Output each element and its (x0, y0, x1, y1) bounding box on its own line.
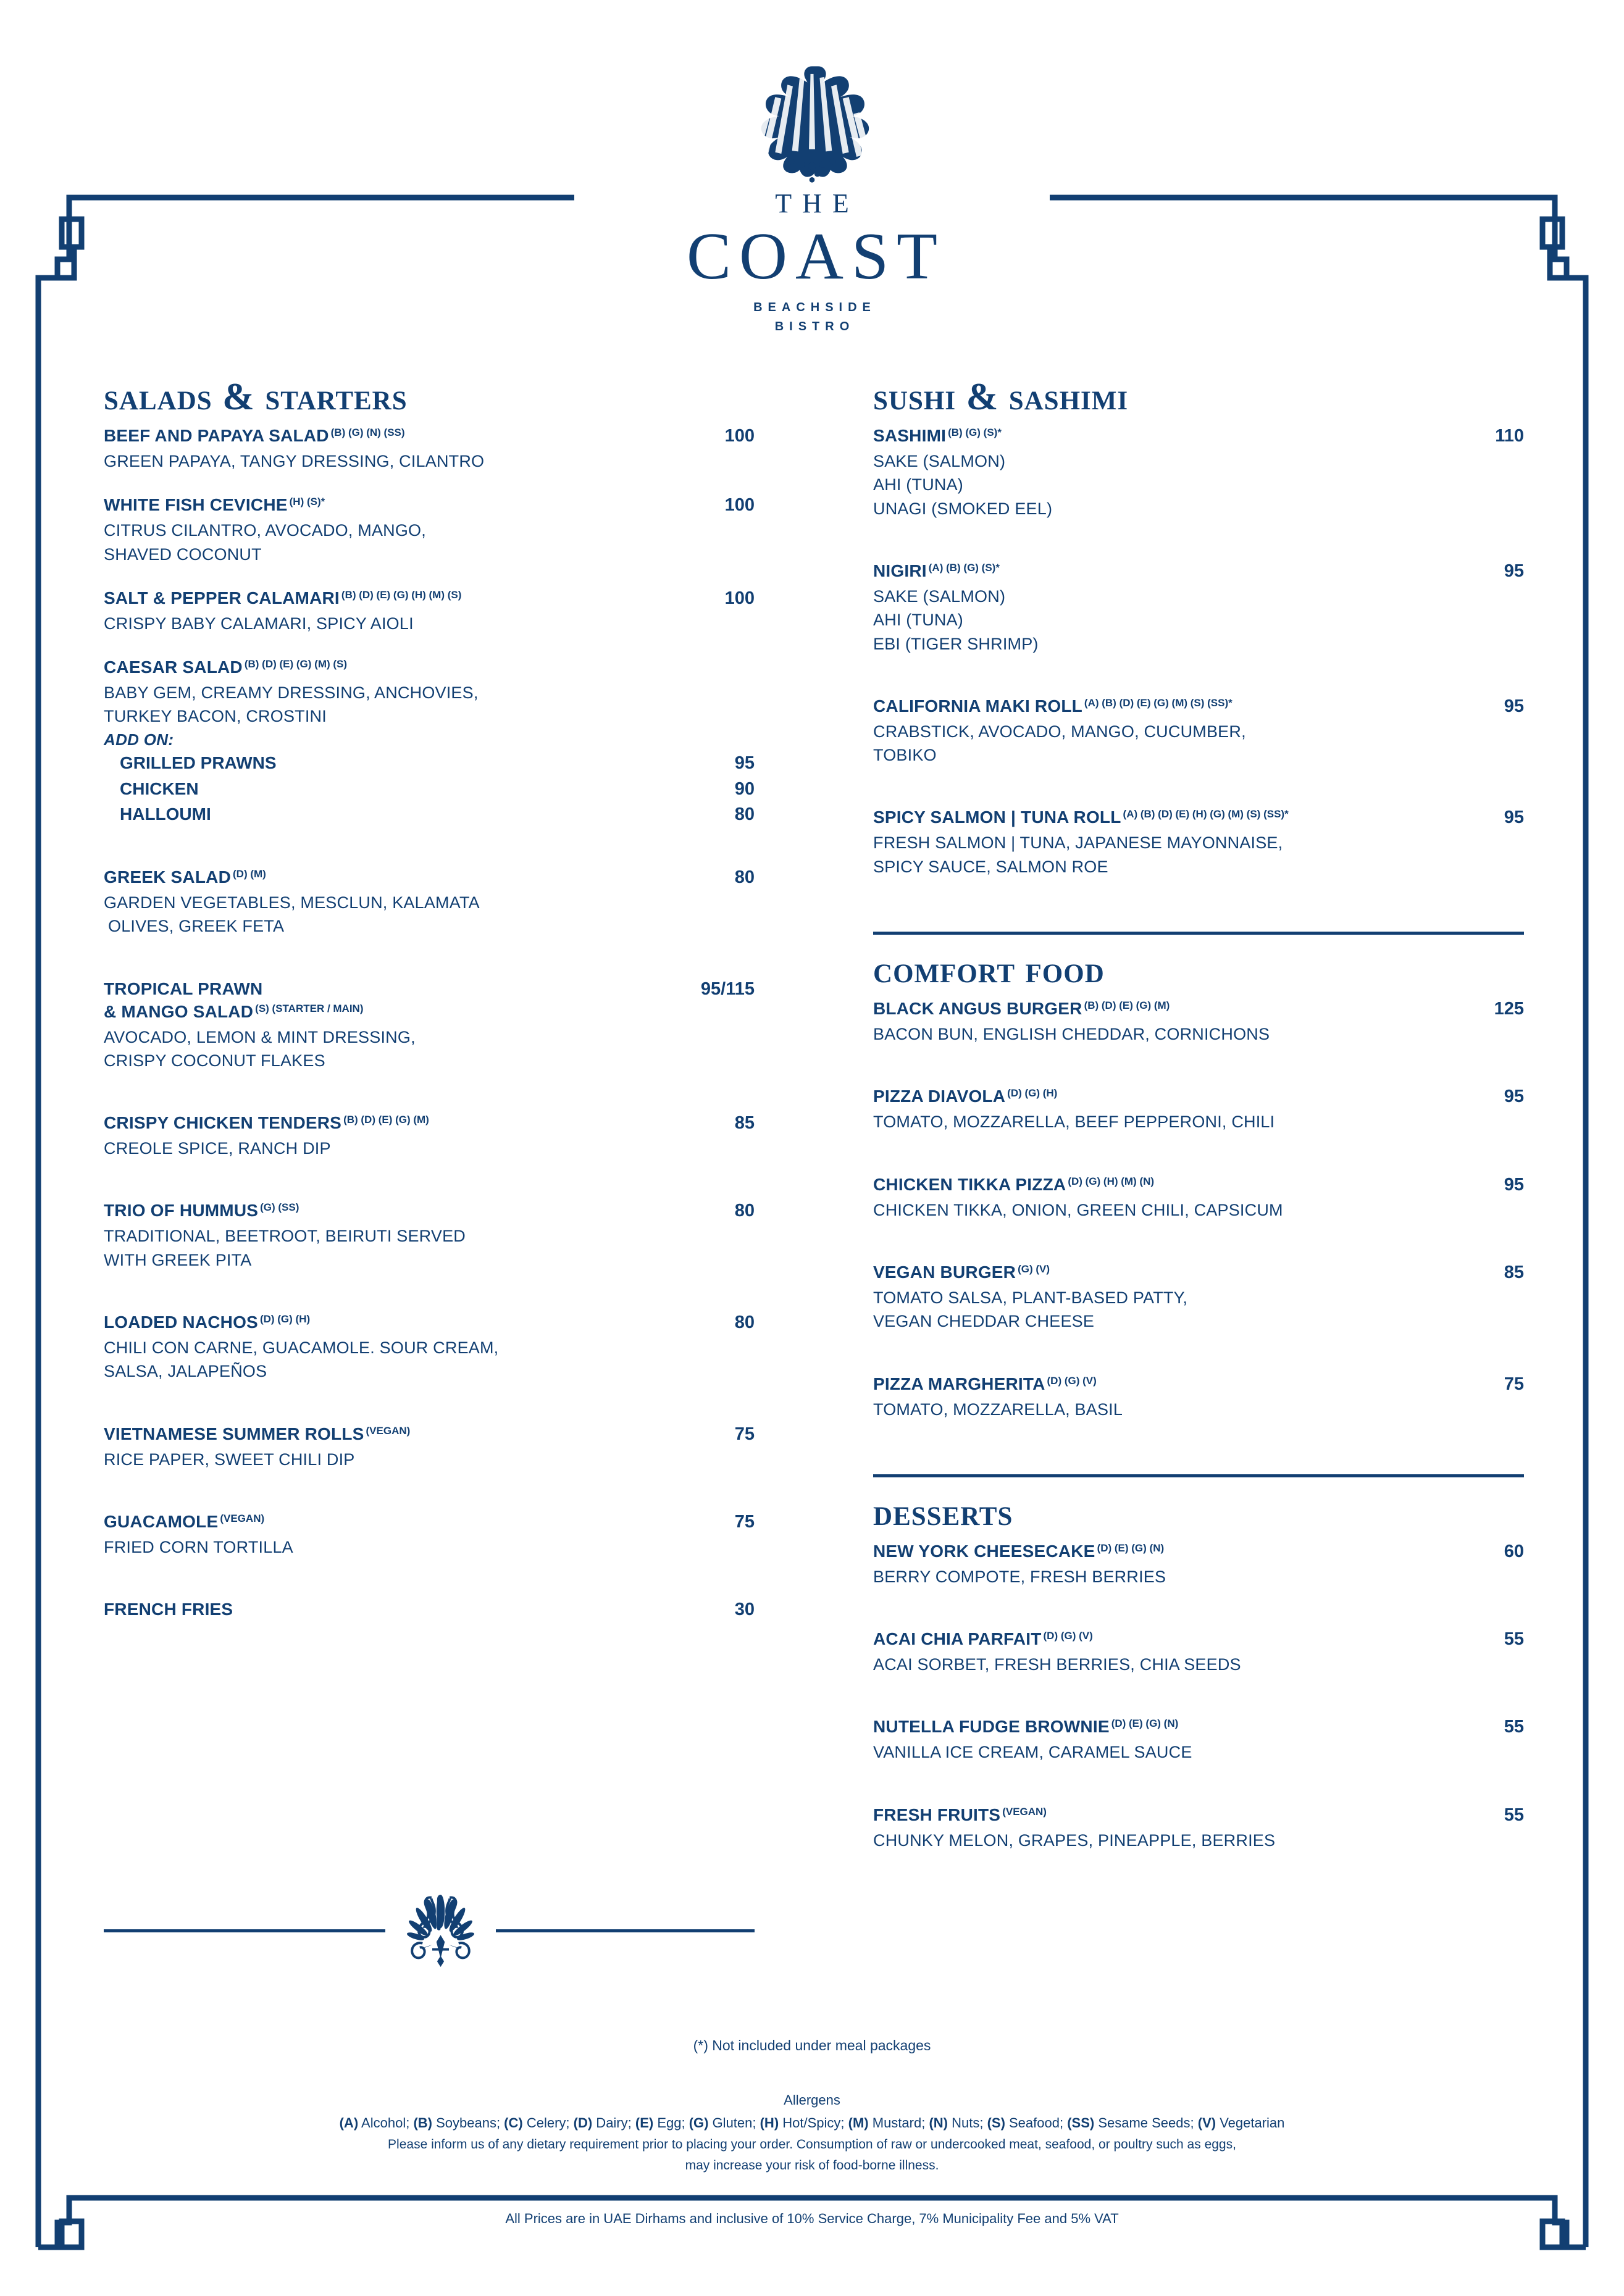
brand-logo (0, 59, 1624, 334)
section-title-comfort-food: comfort food (873, 949, 1105, 991)
menu-item-price: 55 (1504, 1805, 1524, 1825)
allergen-codes: (D) (E) (G) (N) (1111, 1718, 1179, 1730)
scallop-shell-icon (735, 59, 889, 185)
allergen-code: (V) (1197, 2115, 1216, 2131)
add-on-name: CHICKEN (120, 779, 199, 798)
footer-notes (0, 2037, 1624, 2227)
spacer (873, 1355, 1524, 1373)
section-title-desserts: desserts (873, 1491, 1013, 1534)
star-marker: * (1284, 808, 1289, 820)
menu-item-price: 55 (1504, 1629, 1524, 1650)
menu-item-price: 95 (1504, 808, 1524, 828)
allergen-codes: (A) (B) (G) (S) (928, 561, 996, 574)
allergen-code: (C) (504, 2115, 523, 2131)
allergen-codes: (VEGAN) (1002, 1805, 1047, 1818)
disclaimer-line-2: may increase your risk of food-borne illness. (685, 2158, 939, 2173)
menu-item-description: FRESH SALMON | TUNA, JAPANESE MAYONNAISE, SPICY SAUCE, SALMON ROE (873, 833, 1283, 876)
menu-item-price: 125 (1494, 999, 1524, 1019)
menu-item-description: BACON BUN, ENGLISH CHEDDAR, CORNICHONS (873, 1025, 1270, 1044)
section-title-salads-starters: salads & starters (104, 376, 408, 418)
menu-item-price: 95 (1504, 1174, 1524, 1195)
menu-item[interactable] (873, 695, 1524, 767)
menu-item-name: FRENCH FRIES (104, 1600, 233, 1619)
star-marker: * (320, 496, 325, 508)
logo-subtitle-beachside: BEACHSIDE (753, 301, 876, 315)
menu-item-name: SALT & PEPPER CALAMARI $^{(B) (D) (E) (G) (H) (M) (S)}$ (104, 588, 462, 607)
menu-item-name: SASHIMI $^{(B) (G) (S)*}$ (873, 426, 1002, 445)
menu-item[interactable] (104, 1311, 755, 1384)
spacer (873, 1155, 1524, 1174)
allergen-code: (E) (635, 2115, 654, 2131)
allergen-code: (SS) (1067, 2115, 1095, 2131)
menu-item-name: SPICY SALMON | TUNA ROLL $^{(A) (B) (D) (E) (H) (G) (M) (S) (SS)*}$ (873, 808, 1289, 827)
menu-item[interactable] (873, 1174, 1524, 1222)
menu-item-name-line2: & MANGO SALAD $^{(S) (STARTER / MAIN)}$ (104, 1001, 364, 1021)
allergen-label: Mustard; (868, 2115, 929, 2131)
menu-item-description: CRABSTICK, AVOCADO, MANGO, CUCUMBER, TOBIKO (873, 722, 1246, 765)
menu-item-name: CALIFORNIA MAKI ROLL $^{(A) (B) (D) (E) (G) (M) (S) (SS)*}$ (873, 696, 1233, 716)
section-salads-starters (104, 378, 755, 1621)
palmette-ornament-icon (399, 1889, 482, 1972)
allergen-label: Nuts; (947, 2115, 987, 2131)
add-on-row[interactable] (104, 751, 755, 775)
menu-item-description: VANILLA ICE CREAM, CARAMEL SAUCE (873, 1743, 1192, 1762)
allergen-label: Alcohol; (358, 2115, 414, 2131)
menu-item-price: 80 (734, 1201, 755, 1221)
logo-subtitle-bistro: BISTRO (774, 320, 855, 334)
section-desserts (873, 1474, 1524, 1852)
menu-item-name: BLACK ANGUS BURGER $^{(B) (D) (E) (G) (M)}$ (873, 999, 1170, 1019)
menu-item-price: 100 (724, 588, 755, 608)
spacer (104, 1580, 755, 1598)
allergen-label: Dairy; (592, 2115, 635, 2131)
allergen-code: (S) (987, 2115, 1005, 2131)
add-on-name: GRILLED PRAWNS (120, 753, 277, 772)
spacer (104, 1181, 755, 1200)
logo-name-text: COAST (686, 220, 946, 294)
menu-item-name: PIZZA DIAVOLA $^{(D) (G) (H)}$ (873, 1087, 1058, 1106)
allergen-label: Sesame Seeds; (1094, 2115, 1198, 2131)
menu-item-price: 95 (1504, 1087, 1524, 1107)
allergen-code: (G) (689, 2115, 709, 2131)
logo-the-text: THE (775, 188, 860, 219)
allergen-code: (D) (573, 2115, 593, 2131)
menu-item-price: 100 (724, 495, 755, 516)
allergen-label: Egg; (653, 2115, 689, 2131)
allergen-code: (B) (413, 2115, 432, 2131)
allergen-label: Gluten; (708, 2115, 760, 2131)
menu-item-price: 95 (1504, 696, 1524, 716)
menu-item[interactable] (873, 1540, 1524, 1588)
menu-item-description: TOMATO, MOZZARELLA, BEEF PEPPERONI, CHILI (873, 1113, 1275, 1132)
spacer (104, 1293, 755, 1311)
menu-item-price: 80 (734, 1313, 755, 1333)
allergen-code: (H) (760, 2115, 779, 2131)
menu-item-description: CRISPY BABY CALAMARI, SPICY AIOLI (104, 614, 414, 633)
add-on-row[interactable] (104, 802, 755, 827)
add-on-name: HALLOUMI (120, 804, 211, 824)
menu-item-name: TRIO OF HUMMUS $^{(G) (SS)}$ (104, 1201, 299, 1221)
menu-item-description: GREEN PAPAYA, TANGY DRESSING, CILANTRO (104, 451, 485, 470)
section-title-sushi-sashimi: sushi & sashimi (873, 376, 1129, 418)
menu-item[interactable] (104, 494, 755, 566)
allergens-heading: Allergens (784, 2092, 840, 2108)
allergen-label: Seafood; (1005, 2115, 1068, 2131)
spacer (873, 1243, 1524, 1261)
menu-item-description: RICE PAPER, SWEET CHILI DIP (104, 1450, 355, 1469)
allergen-codes: (D) (G) (H) (1007, 1087, 1058, 1100)
allergen-code: (N) (929, 2115, 948, 2131)
menu-item-name: VEGAN BURGER $^{(G) (V)}$ (873, 1262, 1050, 1282)
add-on-price: 80 (734, 804, 755, 825)
menu-item-name: TROPICAL PRAWN (104, 979, 263, 998)
menu-item[interactable] (873, 1373, 1524, 1421)
menu-item-price: 60 (1504, 1541, 1524, 1561)
spacer (104, 959, 755, 978)
allergen-codes: (A) (B) (D) (E) (G) (M) (S) (SS) (1084, 696, 1229, 709)
menu-item[interactable] (873, 1804, 1524, 1852)
allergen-codes: (D) (G) (H) (M) (N) (1068, 1175, 1155, 1187)
allergen-label: Vegetarian (1216, 2115, 1285, 2131)
menu-item[interactable] (873, 1261, 1524, 1334)
menu-item-name: GUACAMOLE $^{(VEGAN)}$ (104, 1511, 265, 1531)
spacer (873, 677, 1524, 695)
allergen-codes: (D) (G) (V) (1047, 1374, 1097, 1387)
menu-item-name: ACAI CHIA PARFAIT $^{(D) (G) (V)}$ (873, 1629, 1093, 1649)
disclaimer-line-1: Please inform us of any dietary requirement prior to placing your order. Consumption of raw or undercooked meat, seafood, or poultry such as eggs, (388, 2137, 1236, 2152)
menu-item-name: CRISPY CHICKEN TENDERS $^{(B) (D) (E) (G) (M)}$ (104, 1113, 429, 1133)
menu-item-price: 95/115 (700, 979, 755, 999)
menu-item[interactable] (104, 1200, 755, 1272)
star-marker: * (1228, 696, 1233, 709)
menu-column-left (104, 378, 755, 1873)
menu-item-name: LOADED NACHOS $^{(D) (G) (H)}$ (104, 1313, 311, 1332)
allergen-codes: (D) (G) (V) (1043, 1630, 1093, 1642)
menu-item-description: GARDEN VEGETABLES, MESCLUN, KALAMATA OLIVES, GREEK FETA (104, 893, 480, 936)
star-marker: * (995, 561, 1000, 574)
spacer (104, 848, 755, 866)
spacer (873, 1785, 1524, 1804)
menu-item-name: NIGIRI $^{(A) (B) (G) (S)*}$ (873, 561, 1000, 580)
menu-item[interactable] (104, 978, 755, 1073)
menu-item-name: CAESAR SALAD $^{(B) (D) (E) (G) (M) (S)}$ (104, 657, 348, 677)
menu-item-description: TOMATO, MOZZARELLA, BASIL (873, 1400, 1123, 1419)
star-footnote: (*) Not included under meal packages (693, 2037, 931, 2053)
menu-item[interactable] (104, 1423, 755, 1471)
spacer (873, 1067, 1524, 1085)
spacer (873, 1609, 1524, 1628)
menu-item-description: CITRUS CILANTRO, AVOCADO, MANGO, SHAVED COCONUT (104, 521, 426, 564)
menu-item-description: FRIED CORN TORTILLA (104, 1537, 293, 1556)
allergen-key (0, 2112, 1624, 2134)
section-comfort-food (873, 932, 1524, 1421)
allergen-codes: (VEGAN) (220, 1512, 265, 1524)
menu-item-description: CHUNKY MELON, GRAPES, PINEAPPLE, BERRIES (873, 1831, 1276, 1850)
prices-note: All Prices are in UAE Dirhams and inclusive of 10% Service Charge, 7% Municipality Fee and 5% VAT (505, 2210, 1119, 2226)
menu-item[interactable] (104, 656, 755, 827)
menu-item-price: 30 (734, 1600, 755, 1620)
menu-item[interactable] (104, 1511, 755, 1559)
menu-item[interactable] (104, 425, 755, 473)
menu-item-description: BABY GEM, CREAMY DRESSING, ANCHOVIES, TURKEY BACON, CROSTINI (104, 683, 479, 726)
spacer (104, 1492, 755, 1511)
star-marker: * (997, 427, 1002, 438)
menu-item[interactable] (873, 1628, 1524, 1676)
menu-item[interactable] (104, 1598, 755, 1621)
menu-item[interactable] (873, 998, 1524, 1046)
menu-item-name: PIZZA MARGHERITA $^{(D) (G) (V)}$ (873, 1374, 1097, 1393)
menu-item-description: SAKE (SALMON) AHI (TUNA) UNAGI (SMOKED EEL) (873, 451, 1053, 518)
menu-item-description: ACAI SORBET, FRESH BERRIES, CHIA SEEDS (873, 1655, 1241, 1674)
menu-item-name: CHICKEN TIKKA PIZZA $^{(D) (G) (H) (M) (N)}$ (873, 1174, 1155, 1194)
section-divider (873, 1474, 1524, 1477)
spacer (104, 1405, 755, 1423)
menu-item[interactable] (104, 587, 755, 635)
menu-item-price: 75 (734, 1511, 755, 1532)
menu-item[interactable] (873, 560, 1524, 656)
menu-item[interactable] (873, 1085, 1524, 1133)
menu-item-description: TOMATO SALSA, PLANT-BASED PATTY, VEGAN CHEDDAR CHEESE (873, 1288, 1188, 1331)
section-sushi-sashimi (873, 378, 1524, 879)
spacer (873, 1697, 1524, 1716)
allergen-codes: (B) (D) (E) (G) (M) (S) (244, 658, 348, 670)
menu-item[interactable] (873, 425, 1524, 520)
menu-item-price: 95 (1504, 561, 1524, 581)
add-on-row[interactable] (104, 777, 755, 801)
spacer (873, 541, 1524, 560)
menu-item-price: 80 (734, 867, 755, 888)
allergen-codes: (B) (D) (E) (G) (H) (M) (S) (341, 588, 462, 601)
allergen-code: (A) (339, 2115, 359, 2131)
divider-line-left (104, 1929, 385, 1932)
allergen-codes: (D) (M) (233, 868, 266, 880)
allergen-label: Hot/Spicy; (779, 2115, 848, 2131)
menu-item-price: 75 (1504, 1374, 1524, 1394)
menu-item-description: CHILI CON CARNE, GUACAMOLE. SOUR CREAM, SALSA, JALAPEÑOS (104, 1338, 499, 1381)
allergen-code: (M) (848, 2115, 869, 2131)
menu-item-description: CREOLE SPICE, RANCH DIP (104, 1139, 331, 1158)
menu-item[interactable] (104, 1112, 755, 1160)
menu-column-right (873, 378, 1524, 1873)
menu-item-name: NEW YORK CHEESECAKE $^{(D) (E) (G) (N)}$ (873, 1541, 1165, 1561)
menu-columns (104, 378, 1524, 1873)
menu-item-name: VIETNAMESE SUMMER ROLLS $^{(VEGAN)}$ (104, 1424, 411, 1443)
allergen-codes: (G) (SS) (260, 1201, 299, 1214)
add-on-label: ADD ON: (104, 730, 174, 749)
allergen-codes: (D) (E) (G) (N) (1097, 1542, 1165, 1554)
menu-item-price: 100 (724, 426, 755, 446)
spacer (873, 1442, 1524, 1474)
divider-line-right (496, 1929, 755, 1932)
allergen-codes: (S) (STARTER / MAIN) (255, 1002, 364, 1014)
add-on-price: 90 (734, 779, 755, 799)
menu-item-description: CHICKEN TIKKA, ONION, GREEN CHILI, CAPSICUM (873, 1200, 1283, 1219)
section-divider (873, 932, 1524, 935)
menu-item-price: 85 (1504, 1262, 1524, 1282)
spacer (873, 788, 1524, 806)
menu-item[interactable] (104, 866, 755, 938)
menu-item-description: TRADITIONAL, BEETROOT, BEIRUTI SERVED WITH GREEK PITA (104, 1227, 466, 1269)
menu-item[interactable] (873, 1716, 1524, 1764)
allergen-codes: (VEGAN) (366, 1424, 411, 1437)
allergen-codes: (A) (B) (D) (E) (H) (G) (M) (S) (SS) (1123, 808, 1285, 820)
ornament-divider (104, 1889, 755, 1972)
allergen-codes: (D) (G) (H) (259, 1313, 311, 1325)
add-on-price: 95 (734, 753, 755, 773)
menu-item-name: GREEK SALAD $^{(D) (M)}$ (104, 867, 266, 887)
spacer (873, 900, 1524, 932)
menu-item-name: WHITE FISH CEVICHE $^{(H) (S)*}$ (104, 495, 325, 515)
allergen-codes: (H) (S) (289, 496, 321, 508)
menu-item-description: BERRY COMPOTE, FRESH BERRIES (873, 1567, 1166, 1586)
allergen-codes: (B) (G) (N) (SS) (330, 427, 405, 438)
menu-item-price: 55 (1504, 1717, 1524, 1737)
menu-item-name: NUTELLA FUDGE BROWNIE $^{(D) (E) (G) (N)}$ (873, 1717, 1179, 1737)
menu-item-price: 75 (734, 1424, 755, 1444)
spacer (104, 1093, 755, 1112)
allergen-codes: (B) (G) (S) (948, 427, 998, 438)
menu-item[interactable] (873, 806, 1524, 879)
menu-item-name: FRESH FRUITS $^{(VEGAN)}$ (873, 1805, 1047, 1824)
menu-item-price: 85 (734, 1113, 755, 1133)
menu-item-description: AVOCADO, LEMON & MINT DRESSING, CRISPY COCONUT FLAKES (104, 1027, 416, 1070)
menu-item-description: SAKE (SALMON) AHI (TUNA) EBI (TIGER SHRIMP) (873, 587, 1039, 653)
allergen-label: Celery; (522, 2115, 574, 2131)
menu-item-name: BEEF AND PAPAYA SALAD $^{(B) (G) (N) (SS)}$ (104, 426, 405, 445)
menu-item-price: 110 (1495, 426, 1524, 446)
allergen-codes: (G) (V) (1018, 1263, 1050, 1275)
allergen-codes: (B) (D) (E) (G) (M) (343, 1114, 429, 1126)
allergen-codes: (B) (D) (E) (G) (M) (1084, 1000, 1170, 1012)
allergen-label: Soybeans; (432, 2115, 504, 2131)
